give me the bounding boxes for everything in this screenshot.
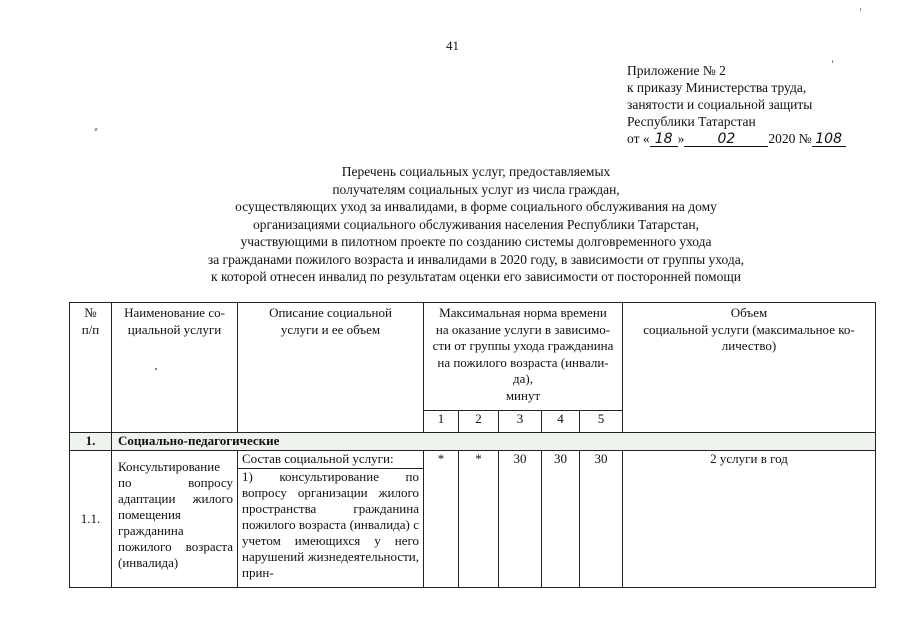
title-line: участвующими в пилотном проекте по созданию системы долговременного ухода [240, 234, 712, 249]
row-number: 1.1. [70, 451, 112, 588]
date-month: 02 [684, 132, 768, 147]
appendix-line-2: к приказу Министерства труда, [627, 80, 807, 95]
service-volume: 2 услуги в год [623, 451, 876, 588]
service-name: Консультирование по вопросу адаптации жилого помещения гражданина пожилого возраста (инвалида) [112, 451, 238, 588]
appendix-date-line [627, 130, 846, 147]
table-row [70, 451, 876, 469]
section-row [70, 433, 876, 451]
appendix-block [627, 62, 846, 147]
title-line: получателям социальных услуг из числа граждан, [332, 181, 620, 197]
header-name: Наименование со- циальной услуги [112, 303, 238, 433]
section-label: Социально-педагогические [112, 433, 876, 451]
scan-speck [860, 8, 861, 11]
group-value: * [424, 451, 459, 588]
group-value: 30 [580, 451, 623, 588]
title-line: Перечень социальных услуг, предоставляемых [341, 164, 611, 179]
appendix-line-4: Республики Татарстан [627, 114, 756, 129]
header-volume: Объем социальной услуги (максимальное ко- личество) [623, 303, 876, 433]
group-value: 30 [499, 451, 542, 588]
date-prefix: от « [627, 131, 650, 146]
group-header: 1 [424, 411, 459, 433]
scan-speck [155, 368, 157, 370]
group-header: 3 [499, 411, 542, 433]
page-number: 41 [446, 38, 459, 53]
header-description: Описание социальной услуги и ее объем [238, 303, 424, 433]
header-time-norm: Максимальная норма времени на оказание услуги в зависимо- сти от группы ухода гражданина на пожилого возраста (инвали- да), минут [424, 303, 623, 411]
appendix-line-3: занятости и социальной защиты [627, 97, 813, 112]
title-line: организациями социального обслуживания населения Республики Татарстан, [252, 216, 700, 232]
title-line: осуществляющих уход за инвалидами, в форме социального обслуживания на дому [235, 199, 717, 214]
date-year-no: 2020 № [768, 131, 812, 146]
date-day: 18 [650, 132, 678, 147]
date-mid: » [677, 131, 685, 146]
order-number: 108 [812, 132, 846, 147]
section-number: 1. [70, 433, 112, 451]
scan-speck [832, 60, 833, 63]
services-table [69, 302, 876, 588]
service-description: 1) консультирование по вопросу организации жилого пространства гражданина пожилого возраста (инвалида) с учетом имеющихся у него нарушений жизнедеятельности, прин- [238, 469, 424, 588]
appendix-line-1: Приложение № 2 [627, 63, 726, 78]
title-line: к которой отнесен инвалид по результатам оценки его зависимости от посторонней помощи [211, 269, 741, 284]
document-title [150, 163, 802, 286]
header-num: № п/п [70, 303, 112, 433]
composition-label: Состав социальной услуги: [238, 451, 424, 469]
group-header: 2 [459, 411, 499, 433]
group-value: * [459, 451, 499, 588]
title-line: за гражданами пожилого возраста и инвалидами в 2020 году, в зависимости от группы ухода, [207, 251, 745, 267]
group-value: 30 [542, 451, 580, 588]
scan-speck [94, 128, 97, 132]
group-header: 4 [542, 411, 580, 433]
group-header: 5 [580, 411, 623, 433]
